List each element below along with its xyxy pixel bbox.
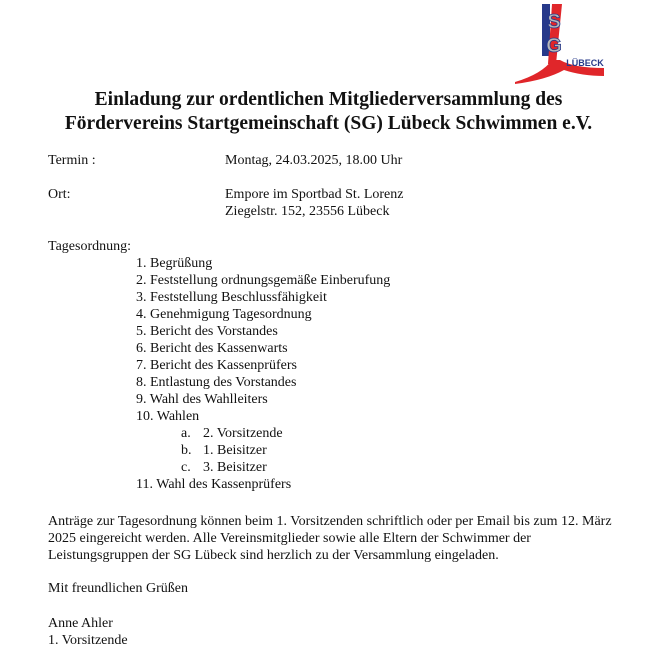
subitem-text: 2. Vorsitzende [203, 426, 283, 441]
agenda-item: 9. Wahl des Wahlleiters [136, 392, 268, 407]
antraege-paragraph: Anträge zur Tagesordnung können beim 1. Vorsitzenden schriftlich oder per Email bis zum 12. März 2025 eingereicht werden. Alle Vereinsmitglieder sowie alle Eltern der Schwimmer der Leistungsgruppen der SG Lübeck sind herzlich zu der Versammlung eingeladen. [48, 514, 612, 563]
subitem-letter: c. [181, 460, 191, 475]
sg-luebeck-logo [512, 2, 607, 87]
document-title [0, 88, 657, 136]
logo-letter-s: S [547, 11, 561, 33]
agenda-item: 5. Bericht des Vorstandes [136, 324, 278, 339]
tagesordnung-label: Tagesordnung: [48, 239, 132, 254]
ort-line-1: Empore im Sportbad St. Lorenz [225, 187, 404, 202]
agenda-item: 11. Wahl des Kassenprüfers [136, 477, 292, 492]
agenda-item: 3. Feststellung Beschlussfähigkeit [136, 290, 327, 305]
termin-label: Termin : [48, 153, 96, 168]
agenda-item: 1. Begrüßung [136, 256, 213, 271]
title-line-1: Einladung zur ordentlichen Mitgliederversammlung des [94, 89, 563, 110]
ort-label: Ort: [48, 187, 71, 202]
subitem-letter: a. [181, 426, 191, 441]
agenda-item: 10. Wahlen [136, 409, 200, 424]
agenda-subitem [136, 442, 390, 459]
ort-line-2: Ziegelstr. 152, 23556 Lübeck [225, 204, 390, 219]
subitem-letter: b. [181, 443, 192, 458]
agenda-item: 7. Bericht des Kassenprüfers [136, 358, 297, 373]
signature-name: Anne Ahler [48, 616, 113, 631]
agenda-item: 6. Bericht des Kassenwarts [136, 341, 288, 356]
logo-letter-g: G [546, 35, 562, 57]
agenda-subitem [136, 425, 390, 442]
subitem-text: 1. Beisitzer [203, 443, 267, 458]
title-line-2: Fördervereins Startgemeinschaft (SG) Lübeck Schwimmen e.V. [64, 113, 593, 134]
agenda-item: 2. Feststellung ordnungsgemäße Einberufung [136, 273, 391, 288]
agenda-list [136, 255, 390, 493]
logo-caption: LÜBECK [566, 58, 604, 68]
closing-greeting: Mit freundlichen Grüßen [48, 581, 188, 596]
termin-value: Montag, 24.03.2025, 18.00 Uhr [225, 153, 403, 168]
subitem-text: 3. Beisitzer [203, 460, 267, 475]
agenda-item: 4. Genehmigung Tagesordnung [136, 307, 312, 322]
agenda-subitem [136, 459, 390, 476]
agenda-item: 8. Entlastung des Vorstandes [136, 375, 297, 390]
signature-role: 1. Vorsitzende [48, 633, 128, 648]
